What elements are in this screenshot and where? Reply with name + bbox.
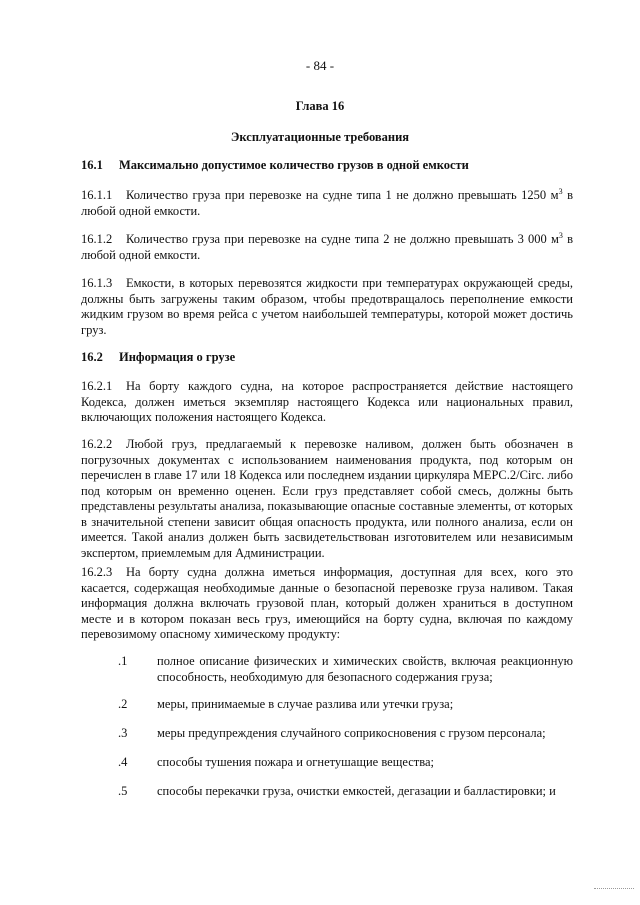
paragraph-text: Количество груза при перевозке на судне типа 1 не должно превышать 1250 м [126,188,559,202]
list-item [118,784,573,800]
superscript: 3 [558,186,563,196]
list-item-text: меры предупреждения случайного соприкосновения с грузом персонала; [157,726,546,740]
paragraph-number: 16.2.3 [81,565,113,579]
list-item-text: полное описание физических и химических свойств, включая реакционную способность, необходимую для безопасного содержания груза; [157,654,573,684]
list-item [118,755,573,771]
paragraph-number: 16.1.3 [81,276,113,290]
list-item [118,726,573,742]
paragraph-number: 16.2.2 [81,437,113,451]
section-number: 16.2 [81,350,103,364]
list-item-number: .5 [118,784,128,798]
paragraph-text-end: в любой одной емкости. [81,188,574,218]
list-item-text: меры, принимаемые в случае разлива или утечки груза; [157,697,454,711]
paragraph-16-2-3 [81,565,573,643]
paragraph-16-1-1 [81,188,573,219]
paragraph-text-end: в любой одной емкости. [81,232,574,262]
paragraph-number: 16.1.1 [81,188,113,202]
list-item-number: .4 [118,755,128,769]
section-title: Информация о грузе [119,350,236,364]
scan-edge-mark [594,888,634,891]
list-item-number: .2 [118,697,128,711]
paragraph-text: На борту судна должна иметься информация, доступная для всех, кого это касается, содержащая необходимые данные о безопасной перевозке груза наливом. Такая информация должна включать грузовой план, который должен храниться в доступном месте и в котором показан весь груз, имеющийся на борту судна, включая по каждому перевозимому опасному химическому продукту: [81,565,573,641]
paragraph-text: Любой груз, предлагаемый к перевозке наливом, должен быть обозначен в погрузочных документах с использованием наименования продукта, под которым он перечислен в главе 17 или 18 Кодекса или последнем издании циркуляра MEPC.2/Circ. либо под которым он временно оценен. Если груз представляет собой смесь, должны быть представлены результаты анализа, показывающие опасные составные элементы, от которых в значительной степени зависит общая опасность продукта, или полного анализа, если он имеется. Такой анализ должен быть засвидетельствован изготовителем или независимым экспертом, приемлемым для Администрации. [81,437,573,560]
chapter-subtitle: Эксплуатационные требования [230,130,410,144]
section-heading-16-1 [81,158,573,173]
section-title: Максимально допустимое количество грузов в одной емкости [119,158,469,172]
paragraph-16-2-2 [81,437,573,561]
paragraph-16-1-2 [81,232,573,263]
paragraph-number: 16.2.1 [81,379,113,393]
paragraph-number: 16.1.2 [81,232,113,246]
paragraph-16-2-1 [81,379,573,426]
list-item [118,697,573,713]
paragraph-text: Количество груза при перевозке на судне типа 2 не должно превышать 3 000 м [126,232,559,246]
paragraph-text: На борту каждого судна, на которое распространяется действие настоящего Кодекса, должен иметься экземпляр настоящего Кодекса или национальных правил, включающих положения настоящего Кодекса. [81,379,573,424]
chapter-title: Глава 16 [295,99,345,113]
list-item-text: способы перекачки груза, очистки емкостей, дегазации и балластировки; и [157,784,556,798]
paragraph-16-1-3 [81,276,573,338]
superscript: 3 [558,230,563,240]
list-item-text: способы тушения пожара и огнетушащие вещества; [157,755,434,769]
list-item-number: .3 [118,726,128,740]
section-heading-16-2 [81,350,573,365]
list-item-number: .1 [118,654,128,668]
paragraph-text: Емкости, в которых перевозятся жидкости при температурах окружающей среды, должны быть загружены таким образом, чтобы предотвращалось переполнение емкости жидким грузом во время рейса с учетом наибольшей температуры, которой может достичь груз. [81,276,573,337]
list-item [118,654,573,685]
section-number: 16.1 [81,158,103,172]
page-number: - 84 - [305,58,335,73]
